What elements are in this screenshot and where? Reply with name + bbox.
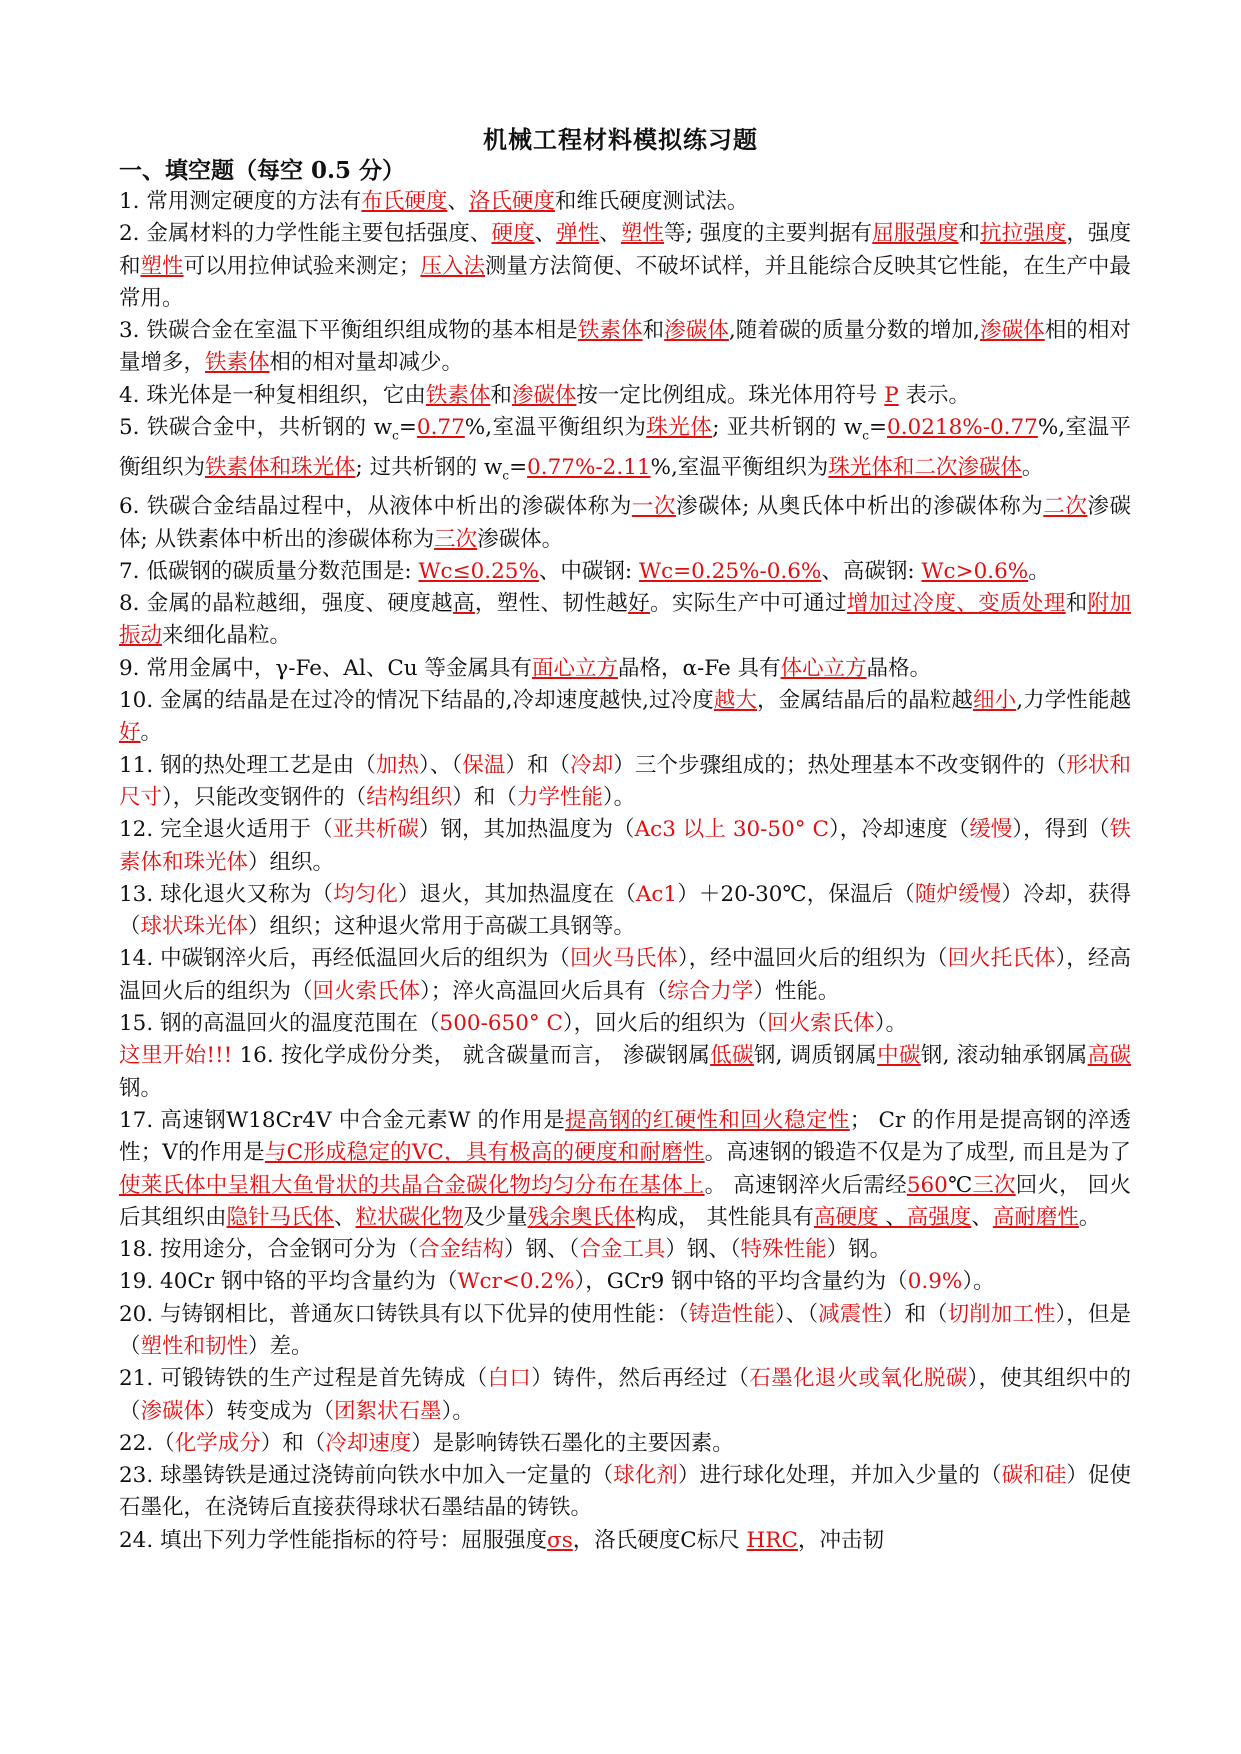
question-text: 3. 铁碳合金在室温下平衡组织组成物的基本相是: [119, 318, 578, 344]
answer-text: 0.77: [416, 415, 465, 441]
answer-text: Wc≤0.25%: [418, 558, 539, 584]
answer-text: 洛氏硬度: [468, 189, 555, 214]
question-text: ）组织。: [248, 849, 335, 875]
question-text: 渗碳体。: [477, 526, 564, 552]
answer-text: 合金结构: [418, 1237, 505, 1263]
question-text: 22.（: [119, 1430, 175, 1456]
question-item: [119, 186, 1131, 218]
question-item: [119, 1008, 1131, 1040]
question-text: ），但是（: [119, 1301, 1131, 1359]
question-text: 24. 填出下列力学性能指标的符号：屈服强度: [119, 1527, 548, 1553]
question-text: 晶格，α-Fe 具有: [617, 655, 781, 681]
answer-text: 回火托氏体: [947, 946, 1056, 972]
question-text: 9. 常用金属中，γ-Fe、Al、Cu 等金属具有: [119, 655, 532, 681]
answer-text: 三次: [972, 1172, 1016, 1198]
question-text: %,室温平衡组织为: [650, 454, 829, 480]
question-item: [119, 1040, 1131, 1105]
question-item: [119, 491, 1131, 556]
question-text: 回火， 回火后其组织由: [119, 1172, 1131, 1230]
answer-text: 加热: [375, 752, 419, 778]
question-text: 。: [1078, 1204, 1101, 1230]
answer-text: 一次: [631, 494, 676, 520]
question-text: 、: [599, 221, 621, 247]
question-text: 、中碳钢:: [538, 558, 639, 584]
question-text: ）、（: [774, 1301, 819, 1327]
answer-text: 三次: [434, 526, 478, 552]
answer-text: Ac3 以上 30-50° C: [634, 817, 829, 843]
answer-text: 塑性: [620, 221, 665, 247]
answer-text: 高耐磨性: [992, 1204, 1079, 1230]
question-item: [119, 1363, 1131, 1428]
answer-text: 保温: [462, 752, 506, 778]
question-text: 14. 中碳钢淬火后，再经低温回火后的组织为（: [119, 946, 571, 972]
question-text: ）冷却，获得（: [119, 881, 1131, 940]
question-item: [119, 943, 1131, 1008]
question-text: ; 过共析钢的 w: [355, 454, 503, 480]
question-item: [119, 1525, 1131, 1557]
question-text: ，塑性、韧性越: [474, 591, 629, 617]
answer-text: 合金工具: [579, 1237, 666, 1263]
question-text: ）和（: [452, 784, 517, 810]
answer-text: 铁素体和珠光体: [119, 817, 1131, 875]
question-text: ，冲击韧: [797, 1527, 884, 1553]
answer-text: 力学性能: [516, 784, 603, 810]
answer-text: 好: [119, 720, 141, 746]
question-item: [119, 412, 1131, 491]
answer-text: 细小: [972, 688, 1017, 714]
answer-text: Wc=0.25%-0.6%: [639, 558, 822, 584]
answer-text: 高碳: [1087, 1043, 1131, 1069]
question-text: 23. 球墨铸铁是通过浇铸前向铁水中加入一定量的（: [119, 1463, 614, 1489]
answer-text: 弹性: [556, 221, 600, 247]
question-text: 渗碳体; 从铁素体中析出的渗碳体称为: [119, 494, 1131, 552]
question-text: =: [869, 415, 888, 441]
question-text: ）三个步骤组成的；热处理基本不改变钢件的（: [613, 752, 1067, 778]
answer-text: 冷却: [570, 752, 614, 778]
answer-text: 渗碳体: [664, 318, 729, 344]
question-text: 19. 40Cr 钢中铬的平均含量约为（: [119, 1269, 458, 1295]
question-text: 2. 金属材料的力学性能主要包括强度、: [119, 221, 492, 247]
question-text: ），经中温回火后的组织为（: [677, 946, 948, 972]
answer-text: 渗碳体: [979, 318, 1045, 344]
answer-text: 白口: [487, 1366, 532, 1392]
subscript: c: [392, 428, 399, 443]
answer-text: 碳和硅: [1001, 1463, 1067, 1489]
question-text: 20. 与铸钢相比，普通灰口铸铁具有以下优异的使用性能：（: [119, 1301, 689, 1327]
question-text: ），回火后的组织为（: [562, 1011, 768, 1037]
question-text: 表示。: [898, 382, 971, 408]
question-text: 16. 按化学成份分类， 就含碳量而言， 渗碳钢属: [232, 1043, 711, 1069]
question-text: ），冷却速度（: [828, 817, 970, 843]
question-text: ）；淬火高温回火后具有（: [420, 978, 668, 1004]
question-item: [119, 1460, 1131, 1525]
question-item: [119, 653, 1131, 685]
question-text: %,室温平衡组织为: [119, 415, 1131, 480]
answer-text: Wcr<0.2%: [457, 1269, 575, 1295]
question-text: ,力学性能越: [1016, 688, 1131, 714]
question-text: 、: [334, 1204, 356, 1230]
question-text: 。: [140, 720, 163, 746]
answer-text: 渗碳体: [140, 1398, 206, 1424]
answer-text: 铁素体: [577, 318, 643, 344]
answer-text: 屈服强度: [872, 221, 959, 247]
answer-text: 切削加工性: [947, 1301, 1056, 1327]
answer-text: 回火马氏体: [570, 946, 678, 972]
question-text: ，金属结晶后的晶粒越: [757, 688, 973, 714]
question-text: ）钢，其加热温度为（: [418, 817, 635, 843]
question-text: 测量方法简便、不破坏试样，并且能综合反映其它性能，在生产中最常用。: [119, 253, 1131, 311]
answer-text: Wc>0.6%: [921, 558, 1029, 584]
answer-text: σs: [547, 1527, 573, 1553]
question-text: =: [509, 454, 528, 480]
question-text: ），得到（: [1012, 817, 1110, 843]
question-text: ）＋20-30℃，保温后（: [677, 881, 915, 907]
question-text: 。实际生产中可通过: [649, 591, 847, 617]
answer-text: 隐针马氏体: [226, 1204, 335, 1230]
question-text: 、: [534, 221, 557, 247]
answer-text: 铁素体: [425, 382, 491, 408]
question-text: 钢, 调质钢属: [753, 1043, 878, 1069]
question-text: 按一定比例组成。珠光体用符号: [576, 382, 885, 408]
question-item: [119, 315, 1131, 380]
question-text: 晶格。: [866, 655, 932, 681]
question-text: ）和（: [505, 752, 571, 778]
question-item: [119, 1299, 1131, 1364]
question-text: ; 亚共析钢的 w: [712, 415, 863, 441]
question-text: 可以用拉伸试验来测定；: [183, 253, 421, 279]
question-text: ）促使石墨化，在浇铸后直接获得球状石墨结晶的铸铁。: [119, 1463, 1131, 1521]
question-text: ）性能。: [753, 978, 840, 1004]
answer-text: 化学成分: [174, 1430, 261, 1456]
question-text: 高: [453, 591, 475, 617]
question-item: [119, 1428, 1131, 1460]
answer-text: 亚共析碳: [332, 817, 419, 843]
answer-text: 0.9%: [907, 1269, 963, 1295]
answer-text: 团絮状石墨: [334, 1398, 442, 1424]
answer-text: 球化剂: [613, 1463, 678, 1489]
question-text: 18. 按用途分，合金钢可分为（: [119, 1237, 419, 1263]
question-text: 5. 铁碳合金中，共析钢的 w: [119, 415, 393, 441]
question-text: 、: [447, 189, 469, 214]
question-text: ）。: [441, 1398, 474, 1424]
answer-text: 塑性: [140, 253, 184, 279]
question-text: 4. 珠光体是一种复相组织，它由: [119, 382, 426, 408]
answer-text: 塑性和韧性: [140, 1333, 249, 1359]
question-text: ，洛氏硬度C标尺: [572, 1527, 747, 1553]
question-text: 15. 钢的高温回火的温度范围在（: [119, 1011, 440, 1037]
question-text: 12. 完全退火适用于（: [119, 817, 333, 843]
answer-text: 均匀化: [333, 881, 398, 907]
answer-text: 铁素体: [205, 350, 270, 376]
question-item: [119, 1234, 1131, 1266]
answer-text: 残余奥氏体: [527, 1204, 636, 1230]
question-text: 17. 高速钢W18Cr4V 中合金元素W 的作用是: [119, 1107, 566, 1133]
question-text: 等; 强度的主要判据有: [664, 221, 873, 247]
answer-text: 提高钢的红硬性和回火稳定性: [565, 1107, 850, 1133]
question-text: 、: [878, 1204, 907, 1230]
answer-text: 铸造性能: [688, 1301, 775, 1327]
answer-text: 冷却速度: [325, 1430, 412, 1456]
answer-text: 硬度: [491, 221, 535, 247]
answer-text: 形状和尺寸: [119, 752, 1131, 810]
answer-text: P: [884, 382, 899, 408]
question-text: ，强度和: [119, 221, 1131, 279]
answer-text: 特殊性能: [740, 1237, 827, 1263]
question-text: 和: [1065, 591, 1088, 617]
answer-text: 560: [906, 1172, 948, 1198]
question-text: 7. 低碳钢的碳质量分数范围是:: [119, 558, 419, 584]
question-text: 21. 可锻铸铁的生产过程是首先铸成（: [119, 1366, 488, 1392]
question-item: [119, 218, 1131, 315]
answer-text: 500-650° C: [439, 1011, 563, 1037]
section-heading: 一、填空题（每空 0.5 分）: [119, 157, 406, 184]
question-text: 13. 球化退火又称为（: [119, 881, 334, 907]
question-list: [119, 186, 1131, 1557]
answer-text: 高强度: [906, 1204, 972, 1230]
answer-text: 缓慢: [969, 817, 1013, 843]
question-text: %,室温平衡组织为: [464, 415, 647, 441]
answer-text: 珠光体和二次渗碳体: [828, 454, 1022, 480]
answer-text: 抗拉强度: [980, 221, 1067, 247]
question-item: [119, 380, 1131, 412]
question-text: 。高速钢的锻造不仅是为了成型, 而且是为了: [704, 1140, 1131, 1166]
answer-text: 随炉缓慢: [914, 881, 1002, 907]
answer-text: 0.0218%-0.77: [887, 415, 1038, 441]
answer-text: 与C形成稳定的VC，具有极高的硬度和耐磨性: [264, 1140, 705, 1166]
question-text: ），只能改变钢件的（: [162, 784, 367, 810]
question-text: 和维氏硬度测试法。: [554, 189, 749, 214]
question-text: ）。: [602, 784, 636, 810]
answer-text: HRC: [746, 1527, 798, 1553]
question-text: 和: [642, 318, 665, 344]
question-text: ）退火，其加热温度在（: [398, 881, 636, 907]
question-text: 。: [1021, 454, 1044, 480]
question-text: ）是影响铸铁石墨化的主要因素。: [411, 1430, 734, 1456]
question-text: 10. 金属的结晶是在过冷的情况下结晶的,冷却速度越快,过冷度: [119, 688, 714, 714]
question-text: ），使其组织中的（: [119, 1366, 1131, 1424]
question-text: 相的相对量却减少。: [269, 350, 464, 376]
answer-text: Ac1: [635, 881, 678, 907]
question-text: 渗碳体; 从奥氏体中析出的渗碳体称为: [675, 494, 1044, 520]
answer-text: 体心立方: [780, 655, 867, 681]
answer-text: 珠光体: [646, 415, 713, 441]
answer-text: 使莱氏体中呈粗大鱼骨状的共晶合金碳化物均匀分布在基体上: [119, 1172, 705, 1198]
question-text: 8. 金属的晶粒越细，强度、硬度越: [119, 591, 454, 617]
answer-text: 渗碳体: [511, 382, 577, 408]
answer-text: 增加过冷度、变质处理: [846, 591, 1066, 617]
answer-text: 粒状碳化物: [355, 1204, 464, 1230]
answer-text: 回火索氏体: [767, 1011, 875, 1037]
question-text: ）钢。: [826, 1237, 892, 1263]
answer-text: 回火索氏体: [312, 978, 421, 1004]
answer-text: 球状珠光体: [140, 914, 249, 940]
answer-text: 综合力学: [667, 978, 754, 1004]
question-text: ）转变成为（: [205, 1398, 335, 1424]
question-text: ）进行球化处理，并加入少量的（: [677, 1463, 1002, 1489]
question-text: 11. 钢的热处理工艺是由（: [119, 752, 376, 778]
answer-text: 低碳: [710, 1043, 754, 1069]
question-text: 1. 常用测定硬度的方法有: [119, 189, 362, 214]
question-text: ）。: [874, 1011, 907, 1037]
question-item: [119, 814, 1131, 879]
question-item: [119, 879, 1131, 944]
question-text: ），GCr9 钢中铬的平均含量约为（: [574, 1269, 908, 1295]
question-text: 及少量: [463, 1204, 528, 1230]
question-text: ）、（: [419, 752, 463, 778]
question-text: ）和（: [882, 1301, 948, 1327]
question-text: 钢, 滚动轴承钢属: [920, 1043, 1088, 1069]
question-text: 6. 铁碳合金结晶过程中，从液体中析出的渗碳体称为: [119, 494, 632, 520]
question-text: 钢。: [119, 1075, 163, 1101]
question-text: ℃: [947, 1172, 973, 1198]
question-text: 和: [958, 221, 981, 247]
question-text: 和: [490, 382, 512, 408]
answer-text: 二次: [1043, 494, 1088, 520]
question-item: [119, 750, 1131, 815]
question-text: 、: [971, 1204, 993, 1230]
answer-text: 高硬度: [813, 1204, 879, 1230]
question-text: =: [398, 415, 417, 441]
answer-text: 面心立方: [531, 655, 618, 681]
question-text: ）差。: [248, 1333, 313, 1359]
answer-text: 0.77%-2.11: [527, 454, 651, 480]
question-text: 好: [628, 591, 650, 617]
answer-text: 这里开始!!!: [119, 1043, 233, 1069]
subscript: c: [862, 428, 870, 443]
question-text: 。: [1028, 558, 1050, 584]
question-text: 、高碳钢:: [821, 558, 922, 584]
document-title: 机械工程材料模拟练习题: [483, 125, 758, 154]
question-text: ,随着碳的质量分数的增加,: [728, 318, 980, 344]
answer-text: 结构组织: [366, 784, 453, 810]
question-text: ）。: [962, 1269, 995, 1295]
question-item: [119, 1105, 1131, 1234]
question-text: ）钢、（: [665, 1237, 741, 1263]
question-item: [119, 556, 1131, 588]
question-text: 来细化晶粒。: [162, 623, 292, 649]
answer-text: 压入法: [420, 253, 486, 279]
subscript: c: [502, 467, 510, 482]
answer-text: 附加振动: [119, 591, 1131, 649]
question-item: [119, 1266, 1131, 1298]
question-text: ）铸件，然后再经过（: [531, 1366, 750, 1392]
question-item: [119, 685, 1131, 750]
question-text: 相的相对量增多，: [119, 318, 1131, 376]
question-text: ）和（: [260, 1430, 326, 1456]
answer-text: 铁素体和珠光体: [205, 454, 356, 480]
question-text: ）组织；这种退火常用于高碳工具钢等。: [248, 914, 636, 940]
question-text: ）钢、（: [504, 1237, 580, 1263]
question-text: ； Cr 的作用是提高钢的淬透性；V的作用是: [119, 1107, 1131, 1166]
answer-text: 减震性: [818, 1301, 883, 1327]
question-text: 。 高速钢淬火后需经: [704, 1172, 907, 1198]
question-text: ），经高温回火后的组织为（: [119, 946, 1131, 1004]
question-text: 构成， 其性能具有: [635, 1204, 814, 1230]
question-item: [119, 588, 1131, 653]
answer-text: 石墨化退火或氧化脱碳: [749, 1366, 968, 1392]
answer-text: 越大: [713, 688, 758, 714]
answer-text: 布氏硬度: [361, 189, 448, 214]
answer-text: 中碳: [877, 1043, 921, 1069]
